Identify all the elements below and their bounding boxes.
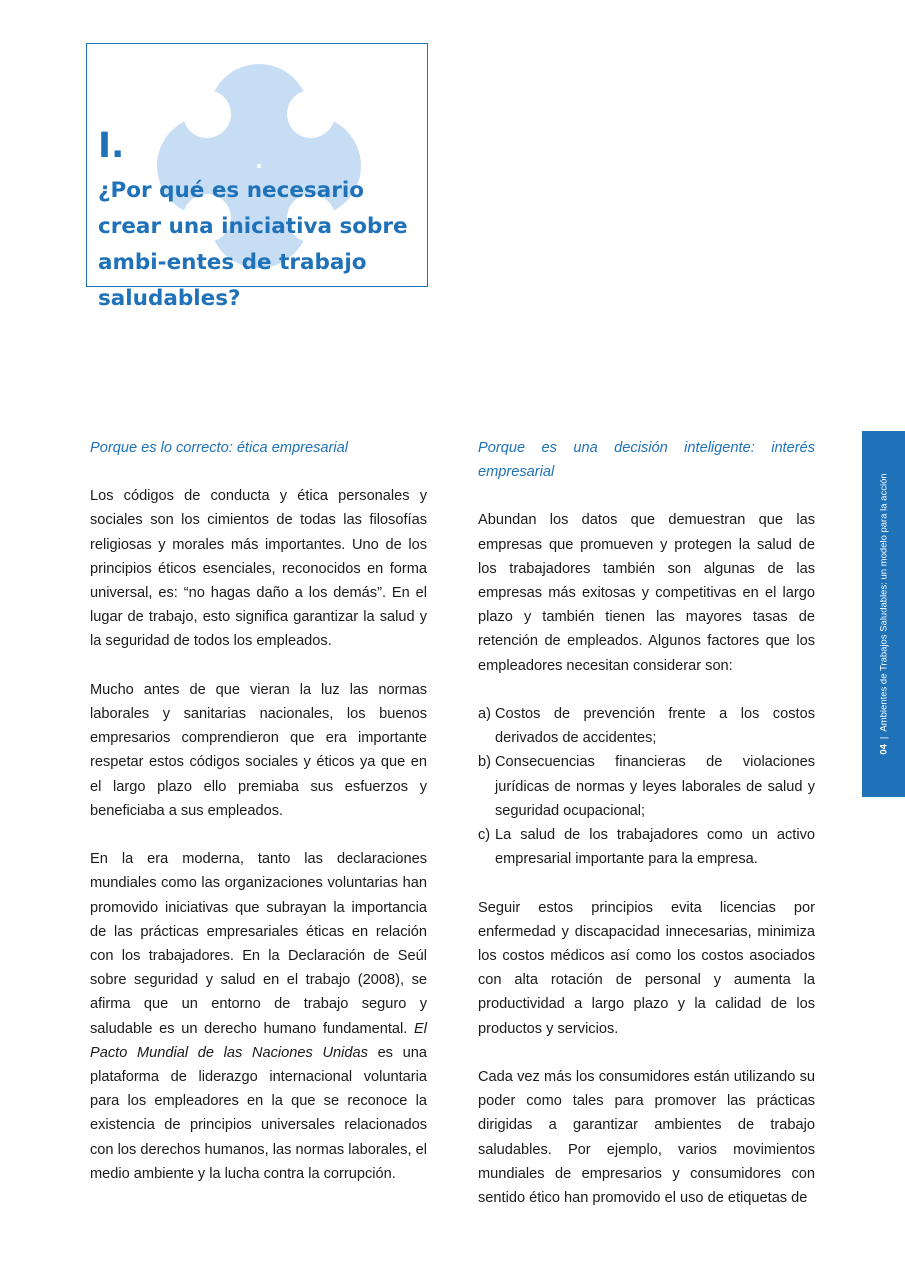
side-tab-text (878, 473, 889, 754)
running-title: Ambientes de Trabajos Saludables: un modelo para la acción (878, 473, 889, 732)
list-item (478, 823, 815, 871)
left-column (90, 436, 427, 1210)
list-item-letter: c) (478, 827, 491, 844)
list-item-text: Consecuencias financieras de violaciones jurídicas de normas y leyes laborales de salud y seguridad ocupacional; (495, 754, 815, 819)
right-column-heading: Porque es una decisión inteligente: interés empresarial (478, 440, 815, 481)
list-item (478, 750, 815, 823)
side-tab (862, 431, 905, 797)
chapter-title-box (86, 43, 428, 311)
left-paragraph-3-part-1: En la era moderna, tanto las declaraciones mundiales como las organizaciones voluntarias han promovido iniciativas que subrayan la importancia de las prácticas empresariales éticas en relación con los trabajadores. En la Declaración de Seúl sobre seguridad y salud en el trabajo (2008), se afirma que un entorno de trabajo seguro y saludable es un derecho humano fundamental. (90, 851, 427, 1037)
un-global-compact-name: El Pacto Mundial de las Naciones Unidas (90, 1020, 427, 1061)
right-paragraph-1: Abundan los datos que demuestran que las empresas que promueven y protegen la salud de los trabajadores también son algunas de las empresas más exitosas y competitivas en el largo plazo y también tienen las mayores tasas de retención de empleados. Algunos factores que los empleadores necesitan considerar son: (478, 512, 815, 674)
list-item-text: Costos de prevención frente a los costos derivados de accidentes; (495, 706, 815, 747)
factors-list (478, 702, 815, 871)
right-paragraph-2: Seguir estos principios evita licencias por enfermedad y discapacidad innecesarias, minimiza los costos médicos así como los costos asociados con alta rotación de personal y aumenta la productividad a largo plazo y la calidad de los productos y servicios. (478, 899, 815, 1037)
list-item (478, 702, 815, 750)
left-paragraph-3 (90, 847, 427, 1186)
chapter-title: ¿Por qué es necesario crear una iniciativa sobre ambi-entes de trabajo saludables? (98, 178, 408, 311)
left-paragraph-1: Los códigos de conducta y ética personales y sociales son los cimientos de todas las filosofías religiosas y morales más importantes. Uno de los principios éticos esenciales, reconocidos en forma universal, es: “no hagas daño a los demás”. En el lugar de trabajo, esto significa garantizar la salud y la seguridad de todos los empleados. (90, 488, 427, 650)
right-column (478, 436, 815, 1234)
list-item-text: La salud de los trabajadores como un activo empresarial importante para la empresa. (495, 827, 815, 868)
list-item-letter: b) (478, 754, 491, 771)
page-number: 04 (878, 744, 889, 755)
left-column-heading: Porque es lo correcto: ética empresarial (90, 440, 348, 456)
left-paragraph-3-part-2: es una plataforma de liderazgo internacional voluntaria para los empleadores en la que se reconoce la existencia de principios universales relacionados con los derechos humanos, las normas laborales, el medio ambiente y la lucha contra la corrupción. (90, 1044, 427, 1182)
left-paragraph-2: Mucho antes de que vieran la luz las normas laborales y sanitarias nacionales, los buenos empresarios comprendieron que era importante respetar estos códigos sociales y éticos ya que en el largo plazo ello premiaba sus esfuerzos y beneficiaba a sus empleados. (90, 681, 427, 819)
chapter-number: I. (98, 126, 125, 166)
list-item-letter: a) (478, 706, 491, 723)
side-tab-separator: | (878, 736, 889, 740)
right-paragraph-3: Cada vez más los consumidores están utilizando su poder como tales para promover las prácticas dirigidas a garantizar ambientes de trabajo saludables. Por ejemplo, varios movimientos mundiales de empresarios y consumidores con sentido ético han promovido el uso de etiquetas de (478, 1069, 815, 1207)
